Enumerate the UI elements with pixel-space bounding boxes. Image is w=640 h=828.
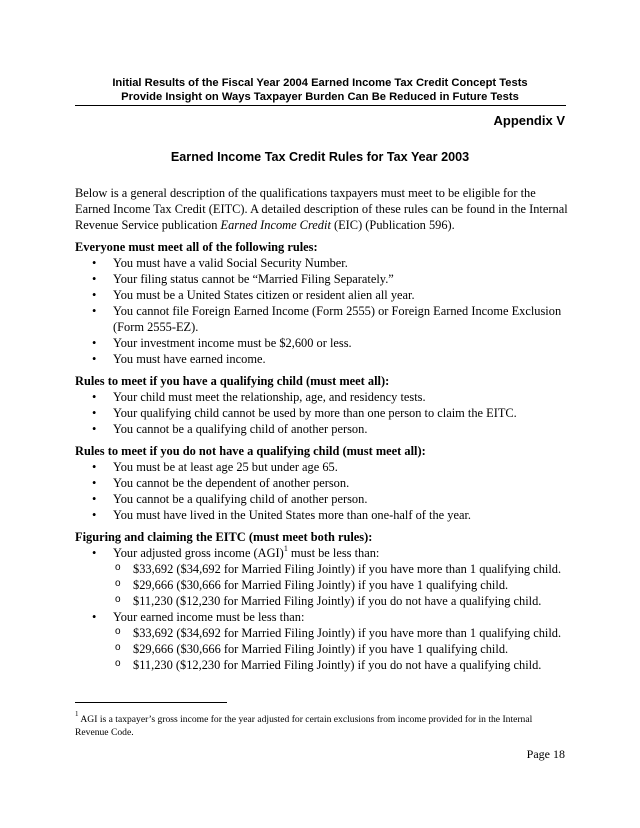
- document-body: [75, 185, 570, 679]
- sub-list-item: o $11,230 ($12,230 for Married Filing Jointly) if you do not have a qualifying child.: [113, 657, 570, 673]
- list-item: • You must have lived in the United States more than one-half of the year.: [75, 507, 570, 523]
- sub-list-item: o $11,230 ($12,230 for Married Filing Jointly) if you do not have a qualifying child.: [113, 593, 570, 609]
- rule-list: [75, 545, 570, 673]
- list-item: • Your investment income must be $2,600 or less.: [75, 335, 570, 351]
- rule-group-heading: Everyone must meet all of the following rules:: [75, 240, 318, 254]
- sub-list: [113, 561, 570, 609]
- list-item: • You cannot be a qualifying child of another person.: [75, 491, 570, 507]
- rule-group-heading: Rules to meet if you do not have a qualifying child (must meet all):: [75, 444, 426, 458]
- appendix-label: Appendix V: [493, 113, 565, 128]
- list-item: • You must be at least age 25 but under age 65.: [75, 459, 570, 475]
- sub-list-item: o $29,666 ($30,666 for Married Filing Jointly) if you have 1 qualifying child.: [113, 577, 570, 593]
- list-item: • You must have earned income.: [75, 351, 570, 367]
- sub-list-item: o $33,692 ($34,692 for Married Filing Jointly) if you have more than 1 qualifying child.: [113, 625, 570, 641]
- list-item-earned-income: [75, 609, 570, 673]
- rule-group-figuring: [75, 529, 570, 673]
- list-item: • You must be a United States citizen or resident alien all year.: [75, 287, 570, 303]
- list-item: • You must have a valid Social Security Number.: [75, 255, 570, 271]
- sub-list-item: o $29,666 ($30,666 for Married Filing Jointly) if you have 1 qualifying child.: [113, 641, 570, 657]
- rule-list: [75, 459, 570, 523]
- list-item: • Your qualifying child cannot be used by more than one person to claim the EITC.: [75, 405, 570, 421]
- page-number: Page 18: [526, 747, 565, 761]
- footnote: [75, 709, 565, 739]
- rule-list: [75, 389, 570, 437]
- section-title: Earned Income Tax Credit Rules for Tax Year 2003: [170, 150, 470, 164]
- footnote-text: AGI is a taxpayer’s gross income for the year adjusted for certain exclusions from income provided for in the Internal Revenue Code.: [75, 714, 533, 738]
- rule-group-heading: Rules to meet if you have a qualifying child (must meet all):: [75, 374, 390, 388]
- publication-title: Earned Income Credit: [220, 218, 331, 232]
- list-item: • You cannot be the dependent of another person.: [75, 475, 570, 491]
- footnote-divider: [75, 702, 227, 703]
- header-divider: [75, 105, 566, 106]
- earned-income-text: Your earned income must be less than:: [113, 610, 305, 624]
- report-header: [75, 76, 565, 104]
- sub-list: [113, 625, 570, 673]
- intro-text-end: (EIC) (Publication 596).: [330, 218, 455, 232]
- agi-text: Your adjusted gross income (AGI): [113, 546, 284, 560]
- rule-list: [75, 255, 570, 367]
- agi-text-end: must be less than:: [287, 546, 380, 560]
- list-item: • You cannot be a qualifying child of another person.: [75, 421, 570, 437]
- list-item: • Your filing status cannot be “Married Filing Separately.”: [75, 271, 570, 287]
- header-line-2: Provide Insight on Ways Taxpayer Burden Can Be Reduced in Future Tests: [121, 91, 519, 103]
- intro-paragraph: [75, 185, 570, 233]
- footnote-mark: 1: [75, 709, 79, 718]
- footnote-reference: 1: [283, 543, 288, 553]
- rule-group-heading: Figuring and claiming the EITC (must meet both rules):: [75, 530, 373, 544]
- list-item-agi: [75, 545, 570, 609]
- intro-text: Below is a general description of the qualifications taxpayers must meet to be eligible for the Earned Income Tax Credit (EITC). A detailed description of these rules can be found in the Internal Revenue Service publication: [75, 186, 568, 232]
- rule-group-everyone: [75, 239, 570, 367]
- rule-group-without-child: [75, 443, 570, 523]
- sub-list-item: o $33,692 ($34,692 for Married Filing Jointly) if you have more than 1 qualifying child.: [113, 561, 570, 577]
- list-item: • Your child must meet the relationship, age, and residency tests.: [75, 389, 570, 405]
- list-item: • You cannot file Foreign Earned Income (Form 2555) or Foreign Earned Income Exclusion (Form 2555-EZ).: [75, 303, 570, 335]
- header-line-1: Initial Results of the Fiscal Year 2004 Earned Income Tax Credit Concept Tests: [112, 77, 528, 89]
- rule-group-with-child: [75, 373, 570, 437]
